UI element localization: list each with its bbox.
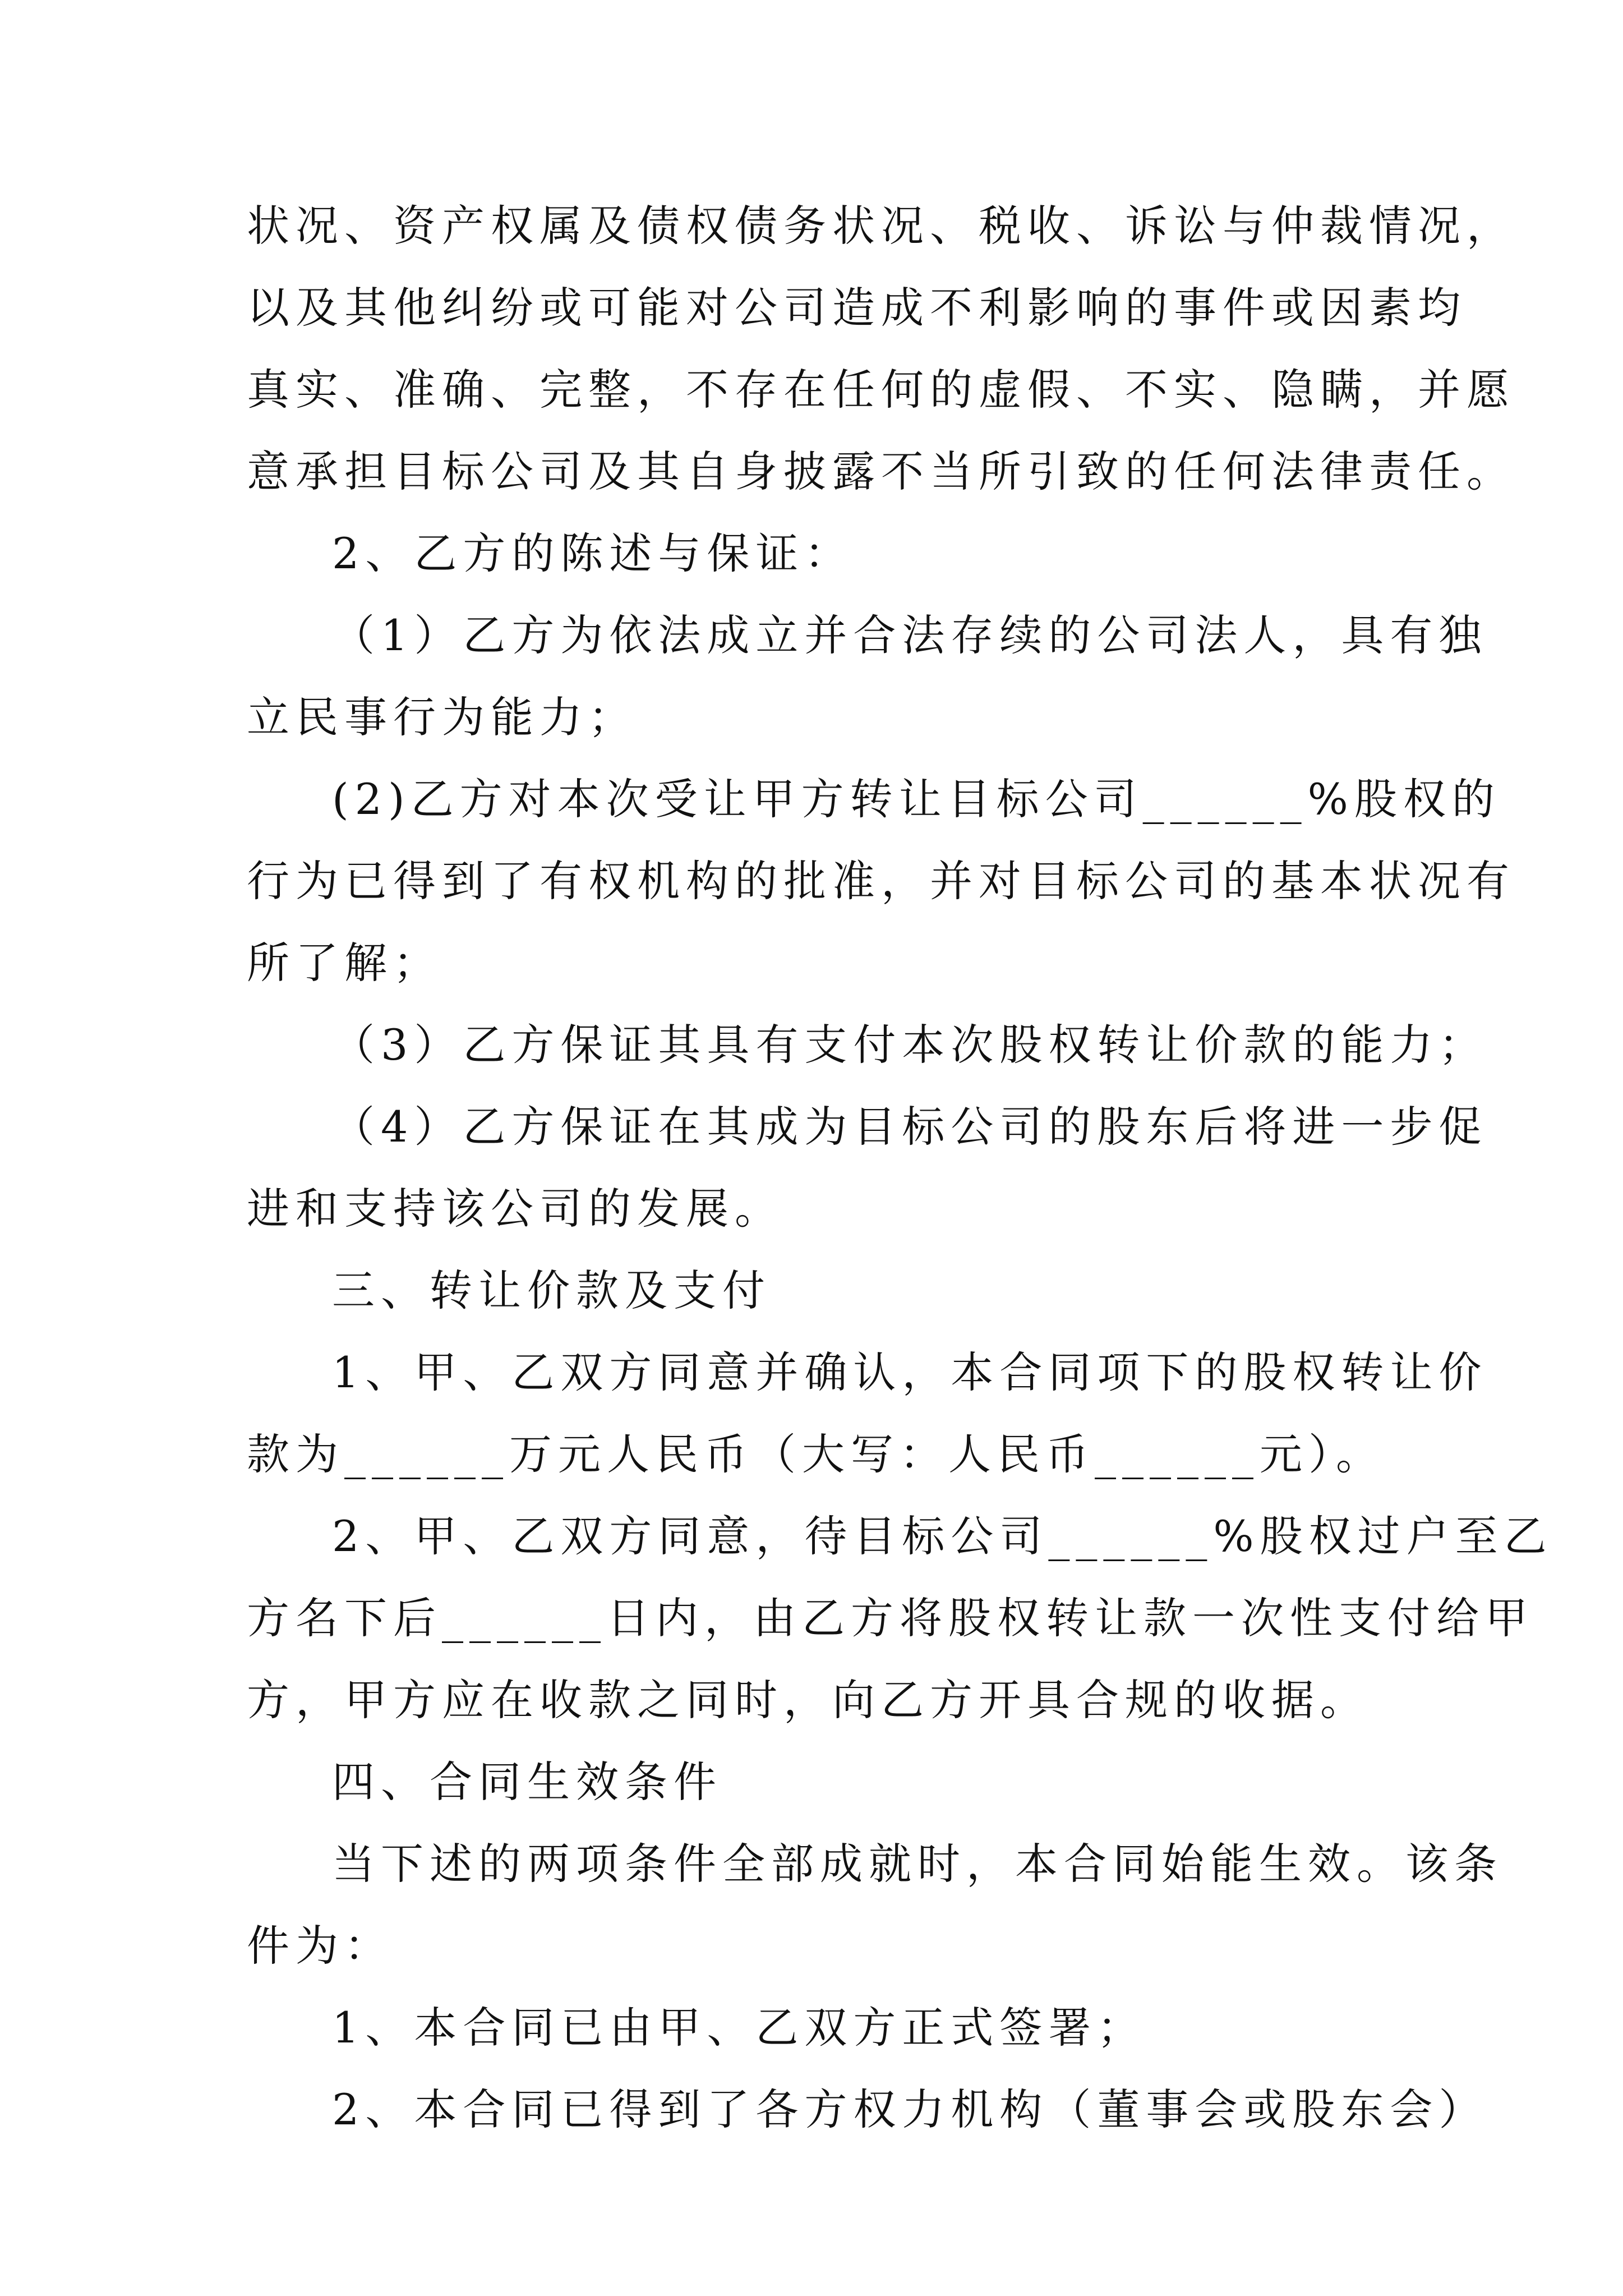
document-line: 意承担目标公司及其自身披露不当所引致的任何法律责任。 [247,447,1515,496]
document-line: 2、甲、乙双方同意，待目标公司______%股权过户至乙 [332,1511,1553,1561]
document-line: 所了解； [247,938,442,988]
document-line: 以及其他纠纷或可能对公司造成不利影响的事件或因素均 [247,283,1467,333]
document-line: （4）乙方保证在其成为目标公司的股东后将进一步促 [332,1102,1488,1152]
document-line: 三、转让价款及支付 [332,1266,771,1315]
document-line: 进和支持该公司的发展。 [247,1184,783,1234]
document-line: 真实、准确、完整，不存在任何的虚假、不实、隐瞒，并愿 [247,365,1515,415]
document-line: 2、本合同已得到了各方权力机构（董事会或股东会） [332,2085,1488,2134]
document-body [247,185,1553,2151]
document-line: 行为已得到了有权机构的批准，并对目标公司的基本状况有 [247,856,1515,906]
document-line: 方名下后______日内，由乙方将股权转让款一次性支付给甲 [247,1593,1534,1643]
document-line: 四、合同生效条件 [332,1757,722,1807]
document-line: 方，甲方应在收款之同时，向乙方开具合规的收据。 [247,1675,1369,1725]
document-line: 款为______万元人民币（大写：人民币______元）。 [247,1429,1385,1479]
document-line: 2、乙方的陈述与保证： [332,528,854,578]
document-line: (2)乙方对本次受让甲方转让目标公司______%股权的 [332,774,1501,824]
document-line: 立民事行为能力； [247,692,637,742]
document-line: 1、甲、乙双方同意并确认，本合同项下的股权转让价 [332,1347,1488,1397]
document-line: 状况、资产权属及债权债务状况、税收、诉讼与仲裁情况， [247,201,1515,251]
document-line: （3）乙方保证其具有支付本次股权转让价款的能力； [332,1020,1488,1070]
document-line: （1）乙方为依法成立并合法存续的公司法人，具有独 [332,610,1488,660]
document-line: 1、本合同已由甲、乙双方正式签署； [332,2003,1146,2053]
document-line: 当下述的两项条件全部成就时，本合同始能生效。该条 [332,1839,1503,1889]
document-line: 件为： [247,1921,393,1971]
